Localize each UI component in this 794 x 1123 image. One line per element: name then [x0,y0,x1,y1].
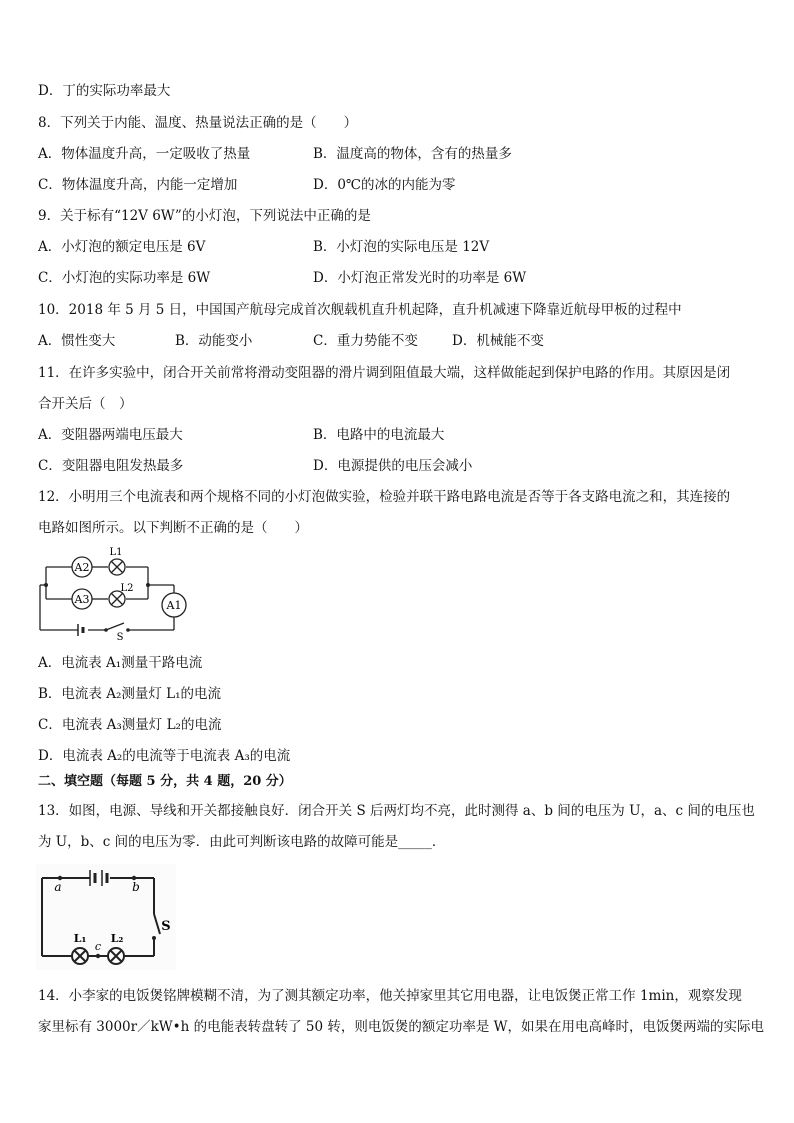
q8-option-b: B．温度高的物体，含有的热量多 [313,146,512,162]
meter-a1-label: A1 [166,599,182,612]
q10-stem: 10．2018 年 5 月 5 日，中国国产航母完成首次舰载机直升机起降，直升机减速下降靠近航母甲板的过程中 [38,302,682,318]
q12-option-a: A．电流表 A₁测量干路电流 [38,655,203,671]
q10-option-d: D．机械能不变 [452,333,544,349]
q12-option-b: B．电流表 A₂测量灯 L₁的电流 [38,686,222,702]
lamp-1-label: L₁ [73,932,87,945]
q13-stem-line1: 13．如图，电源、导线和开关都接触良好．闭合开关 S 后两灯均不亮，此时测得 a、b 间的电压为 U，a、c 间的电压也 [38,803,755,819]
q8-option-a: A．物体温度升高，一定吸收了热量 [38,146,251,162]
point-c-label: c [94,940,102,953]
point-a-label: a [54,880,62,894]
q12-stem-line1: 12．小明用三个电流表和两个规格不同的小灯泡做实验，检验并联干路电路电流是否等于各支路电流之和，其连接的 [38,489,731,505]
switch-label: S [161,919,171,934]
lamp-2-label: L₂ [110,932,124,945]
q10-option-b: B．动能变小 [175,333,253,349]
q7-option-d: D．丁的实际功率最大 [38,83,171,99]
q11-stem-line1: 11．在许多实验中，闭合开关前常将滑动变阻器的滑片调到阻值最大端，这样做能起到保护电路的作用。其原因是闭 [38,365,731,381]
q13-stem-line2: 为 U，b、c 间的电压为零．由此可判断该电路的故障可能是_____． [38,834,446,850]
section-2-title: 二、填空题（每题 5 分，共 4 题，20 分） [38,774,292,789]
lamp-l2-label: L2 [120,583,134,594]
q11-option-b: B．电路中的电流最大 [313,427,445,443]
q8-option-c: C．物体温度升高，内能一定增加 [38,177,238,193]
q11-stem-line2: 合开关后（ ） [38,396,133,412]
q14-stem-line2: 家里标有 3000r／kW•h 的电能表转盘转了 50 转，则电饭煲的额定功率是 W，如果在用电高峰时，电饭煲两端的实际电 [38,1019,765,1035]
q9-option-a: A．小灯泡的额定电压是 6V [38,239,206,255]
q8-stem: 8．下列关于内能、温度、热量说法正确的是（ ） [38,115,358,131]
q11-option-d: D．电源提供的电压会减小 [313,458,473,474]
q12-option-d: D．电流表 A₂的电流等于电流表 A₃的电流 [38,748,291,764]
meter-a3-label: A3 [74,593,90,606]
q10-option-c: C．重力势能不变 [313,333,418,349]
q9-option-d: D．小灯泡正常发光时的功率是 6W [313,270,527,286]
q10-option-a: A．惯性变大 [38,333,116,349]
switch-s-label: S [116,632,124,640]
q8-option-d: D．0℃的冰的内能为零 [313,177,456,193]
q9-stem: 9．关于标有“12V 6W”的小灯泡，下列说法中正确的是 [38,208,371,224]
meter-a2-label: A2 [74,561,90,574]
q14-stem-line1: 14．小李家的电饭煲铭牌模糊不清，为了测其额定功率，他关掉家里其它用电器，让电饭煲正常工作 1min，观察发现 [38,988,742,1004]
lamp-l1-label: L1 [109,547,123,558]
q11-option-c: C．变阻器电阻发热最多 [38,458,184,474]
q9-option-c: C．小灯泡的实际功率是 6W [38,270,211,286]
q12-option-c: C．电流表 A₃测量灯 L₂的电流 [38,717,222,733]
q12-circuit-diagram [36,545,196,640]
q13-circuit-diagram [36,864,176,970]
point-b-label: b [132,880,140,894]
q12-stem-line2: 电路如图所示。以下判断不正确的是（ ） [38,520,308,536]
q11-option-a: A．变阻器两端电压最大 [38,427,183,443]
q9-option-b: B．小灯泡的实际电压是 12V [313,239,490,255]
